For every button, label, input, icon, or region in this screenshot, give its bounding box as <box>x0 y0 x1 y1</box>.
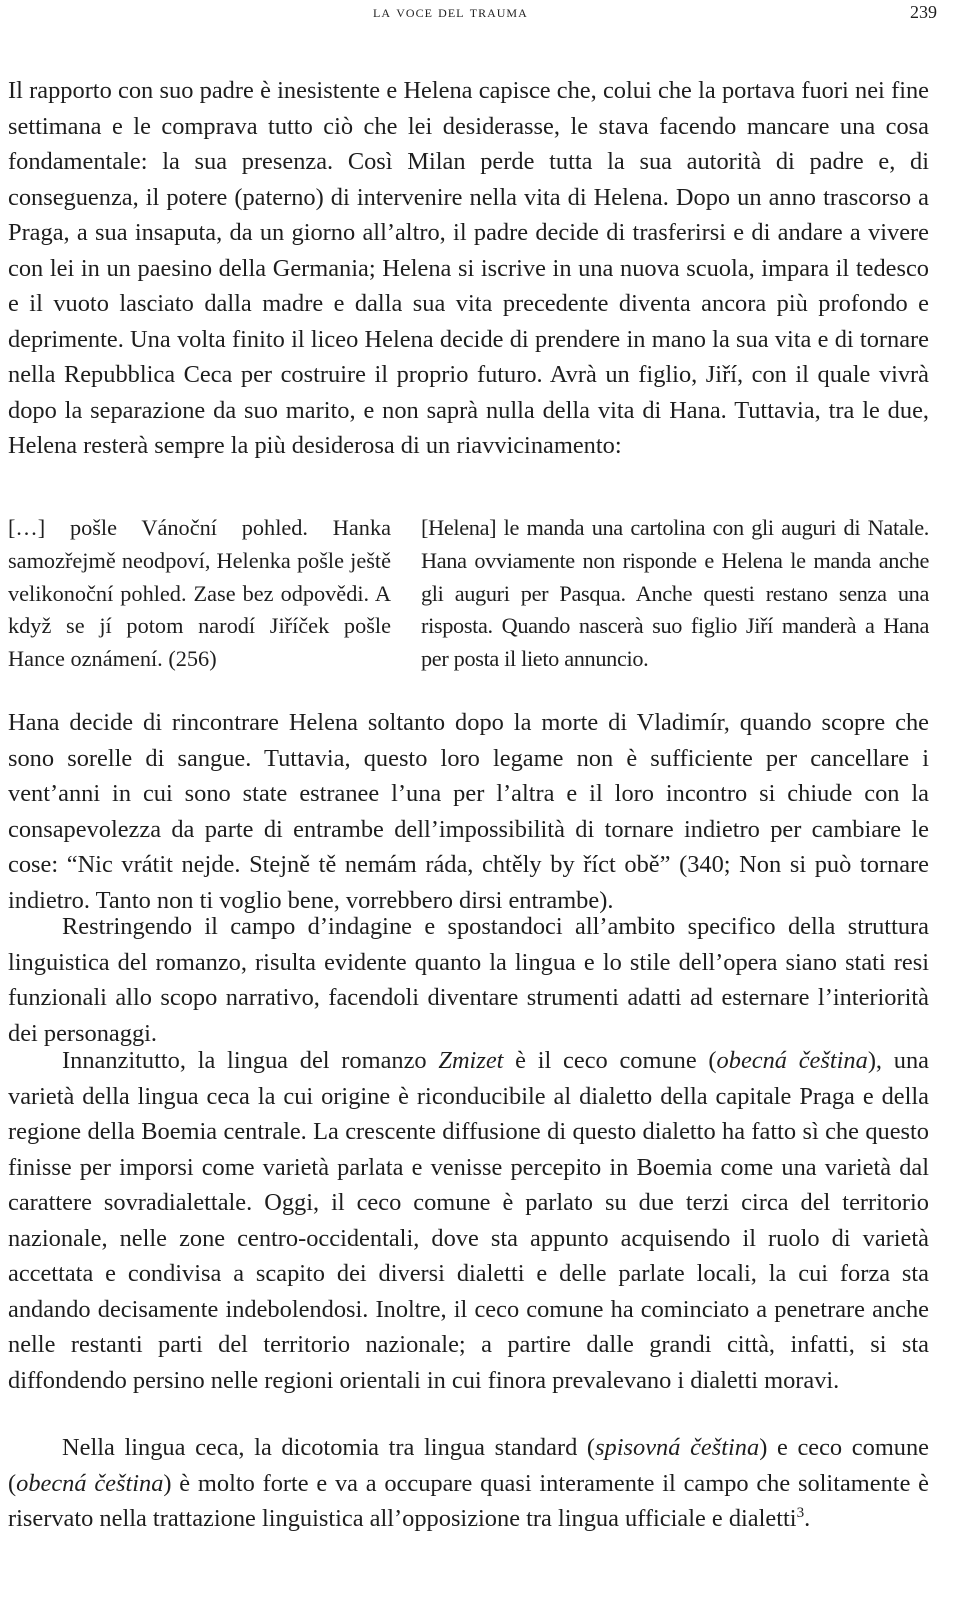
p5-text-3: ) è molto forte e va a occupare quasi interamente il campo che solitamente è riservato nella trattazione linguistica all’opposizione tra lingua ufficiale e dialetti <box>8 1469 929 1532</box>
p5-text-2: ) e ceco comune ( <box>8 1434 930 1497</box>
p5-text-4: . <box>804 1505 811 1532</box>
running-head <box>0 2 960 24</box>
paragraph-common-czech <box>8 1043 929 1398</box>
paragraph-hana-meets-helena: Hana decide di rincontrare Helena soltanto dopo la morte di Vladimír, quando scopre che sono sorelle di sangue. Tuttavia, questo loro legame non è sufficiente per cancellare i vent’anni in cui sono state estranee l’una per l’altra e il loro incontro si chiude con la consapevolezza da parte di entrambe dell’impossibilità di tornare indietro per cambiare le cose: “Nic vrátit nejde. Stejně tě nemám ráda, chtěly by říct obě” (340; Non si può tornare indietro. Tanto non ti voglio bene, vorrebbero dirsi entrambe). <box>8 709 929 914</box>
p4-text-1: Innanzitutto, la lingua del romanzo <box>62 1047 439 1074</box>
p4-text-3: ), una varietà della lingua ceca la cui origine è riconducibile al dialetto della capitale Praga e della regione della Boemia centrale. La crescente diffusione di questo dialetto ha fatto sì che questo finisse per imporsi come varietà parlata e venisse percepito in Boemia come una varietà dal carattere sovradialettale. Oggi, il ceco comune è parlato su due terzi circa del territorio nazionale, nelle zone centro-occidentali, dove sta appunto acquisendo il ruolo di varietà accettata e condivisa a scapito dei diversi dialetti e delle parlate locali, la cui forza sta andando decisamente indebolendosi. Inoltre, il ceco comune ha cominciato a penetrare anche nelle restanti parti del territorio nazionale; a partire dalle grandi città, infatti, si sta diffondendo persino nelle regioni orientali in cui finora prevalevano i dialetti moravi. <box>8 1047 929 1394</box>
block-quote-czech: […] pošle Vánoční pohled. Hanka samozřejmě neodpoví, Helenka pošle ještě velikonoční pohled. Zase bez odpovědi. A když se jí potom narodí Jiříček pošle Hance oznámení. (256) <box>8 515 391 672</box>
paragraph-standard-vs-common <box>8 1430 929 1537</box>
paragraph-helena-father: Il rapporto con suo padre è inesistente e Helena capisce che, colui che la portava fuori nei fine settimana e le comprava tutto ciò che lei desiderasse, le stava facendo mancare una cosa fondamentale: la sua presenza. Così Milan perde tutta la sua autorità di padre e, di conseguenza, il potere (paterno) di intervenire nella vita di Helena. Dopo un anno trascorso a Praga, a sua insaputa, da un giorno all’altro, il padre decide di trasferirsi e di andare a vivere con lei in un paesino della Germania; Helena si iscrive in una nuova scuola, impara il tedesco e il vuoto lasciato dalla madre e dalla sua vita precedente diventa ancora più profondo e deprimente. Una volta finito il liceo Helena decide di prendere in mano la sua vita e di tornare nella Repubblica Ceca per costruire il proprio futuro. Avrà un figlio, Jiří, con il quale vivrà dopo la separazione da suo marito, e non saprà nulla della vita di Hana. Tuttavia, tra le due, Helena resterà sempre la più desiderosa di un riavvicinamento: <box>8 77 929 459</box>
novel-title-zmizet: Zmizet <box>438 1047 504 1074</box>
footnote-reference[interactable]: 3 <box>796 1504 805 1521</box>
term-spisovna-cestina: spisovná čeština <box>595 1434 760 1461</box>
term-obecna-cestina-2: obecná čeština <box>16 1469 164 1497</box>
term-obecna-cestina: obecná čeština <box>716 1047 868 1074</box>
p4-text-2: è il ceco comune ( <box>503 1047 717 1074</box>
running-title: la voce del trauma <box>373 2 528 21</box>
page-number: 239 <box>910 2 937 22</box>
p5-text-1: Nella lingua ceca, la dicotomia tra lingua standard ( <box>62 1434 596 1461</box>
paragraph-linguistic-structure: Restringendo il campo d’indagine e spostandoci all’ambito specifico della struttura linguistica del romanzo, risulta evidente quanto la lingua e lo stile dell’opera siano stati resi funzionali allo scopo narrativo, facendoli diventare strumenti adatti ad esternare l’interiorità dei personaggi. <box>8 913 929 1047</box>
block-quote-italian-translation: [Helena] le manda una cartolina con gli auguri di Natale. Hana ovviamente non risponde e Helena le manda anche gli auguri per Pasqua. Anche questi restano senza una risposta. Quando nascerà suo figlio Jiří manderà a Hana per posta il lieto annuncio. <box>421 515 929 672</box>
